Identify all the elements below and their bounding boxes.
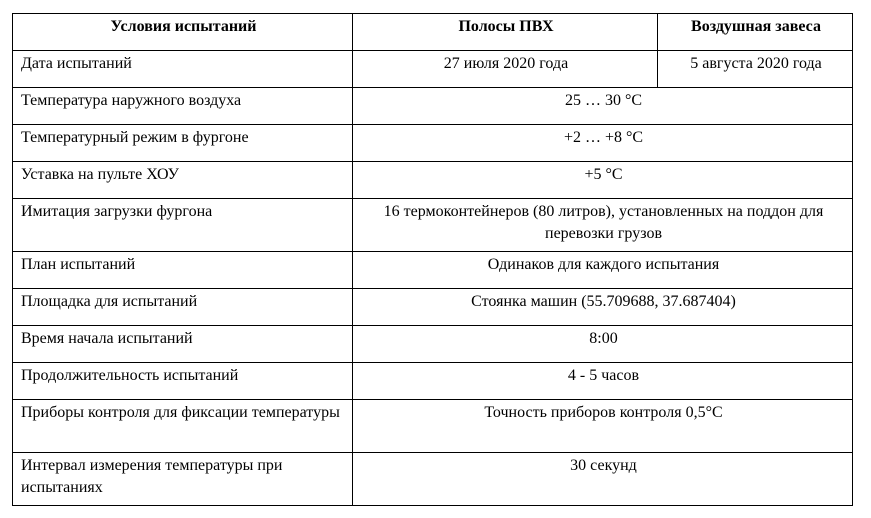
row-value-air-curtain: 5 августа 2020 года <box>658 51 853 88</box>
table-row <box>13 51 853 88</box>
row-label: Температурный режим в фургоне <box>13 125 353 162</box>
row-label: Время начала испытаний <box>13 326 353 363</box>
row-value: 25 … 30 °C <box>353 88 853 125</box>
row-label: Уставка на пульте ХОУ <box>13 162 353 199</box>
table-row <box>13 326 853 363</box>
row-value: 4 - 5 часов <box>353 363 853 400</box>
row-label: Приборы контроля для фиксации температуры <box>13 400 353 453</box>
header-conditions: Условия испытаний <box>13 14 353 51</box>
test-conditions-table <box>12 13 853 506</box>
row-value-pvc: 27 июля 2020 года <box>353 51 658 88</box>
table-row <box>13 289 853 326</box>
row-value: +2 … +8 °C <box>353 125 853 162</box>
row-value: Стоянка машин (55.709688, 37.687404) <box>353 289 853 326</box>
row-label: Площадка для испытаний <box>13 289 353 326</box>
table-row <box>13 363 853 400</box>
row-value: 16 термоконтейнеров (80 литров), установленных на поддон для перевозки грузов <box>353 199 853 252</box>
row-value: +5 °C <box>353 162 853 199</box>
table-row <box>13 252 853 289</box>
table-row <box>13 162 853 199</box>
table-row <box>13 400 853 453</box>
header-air-curtain: Воздушная завеса <box>658 14 853 51</box>
row-value: 30 секунд <box>353 453 853 506</box>
row-label: Дата испытаний <box>13 51 353 88</box>
row-label: Температура наружного воздуха <box>13 88 353 125</box>
row-value: 8:00 <box>353 326 853 363</box>
row-value: Одинаков для каждого испытания <box>353 252 853 289</box>
test-conditions-table-wrapper <box>12 13 853 506</box>
row-label: План испытаний <box>13 252 353 289</box>
table-row <box>13 88 853 125</box>
header-pvc-strips: Полосы ПВХ <box>353 14 658 51</box>
row-value: Точность приборов контроля 0,5°С <box>353 400 853 453</box>
table-row <box>13 453 853 506</box>
row-label: Продолжительность испытаний <box>13 363 353 400</box>
table-row <box>13 199 853 252</box>
row-label: Имитация загрузки фургона <box>13 199 353 252</box>
table-header-row <box>13 14 853 51</box>
row-label: Интервал измерения температуры при испытаниях <box>13 453 353 506</box>
table-row <box>13 125 853 162</box>
